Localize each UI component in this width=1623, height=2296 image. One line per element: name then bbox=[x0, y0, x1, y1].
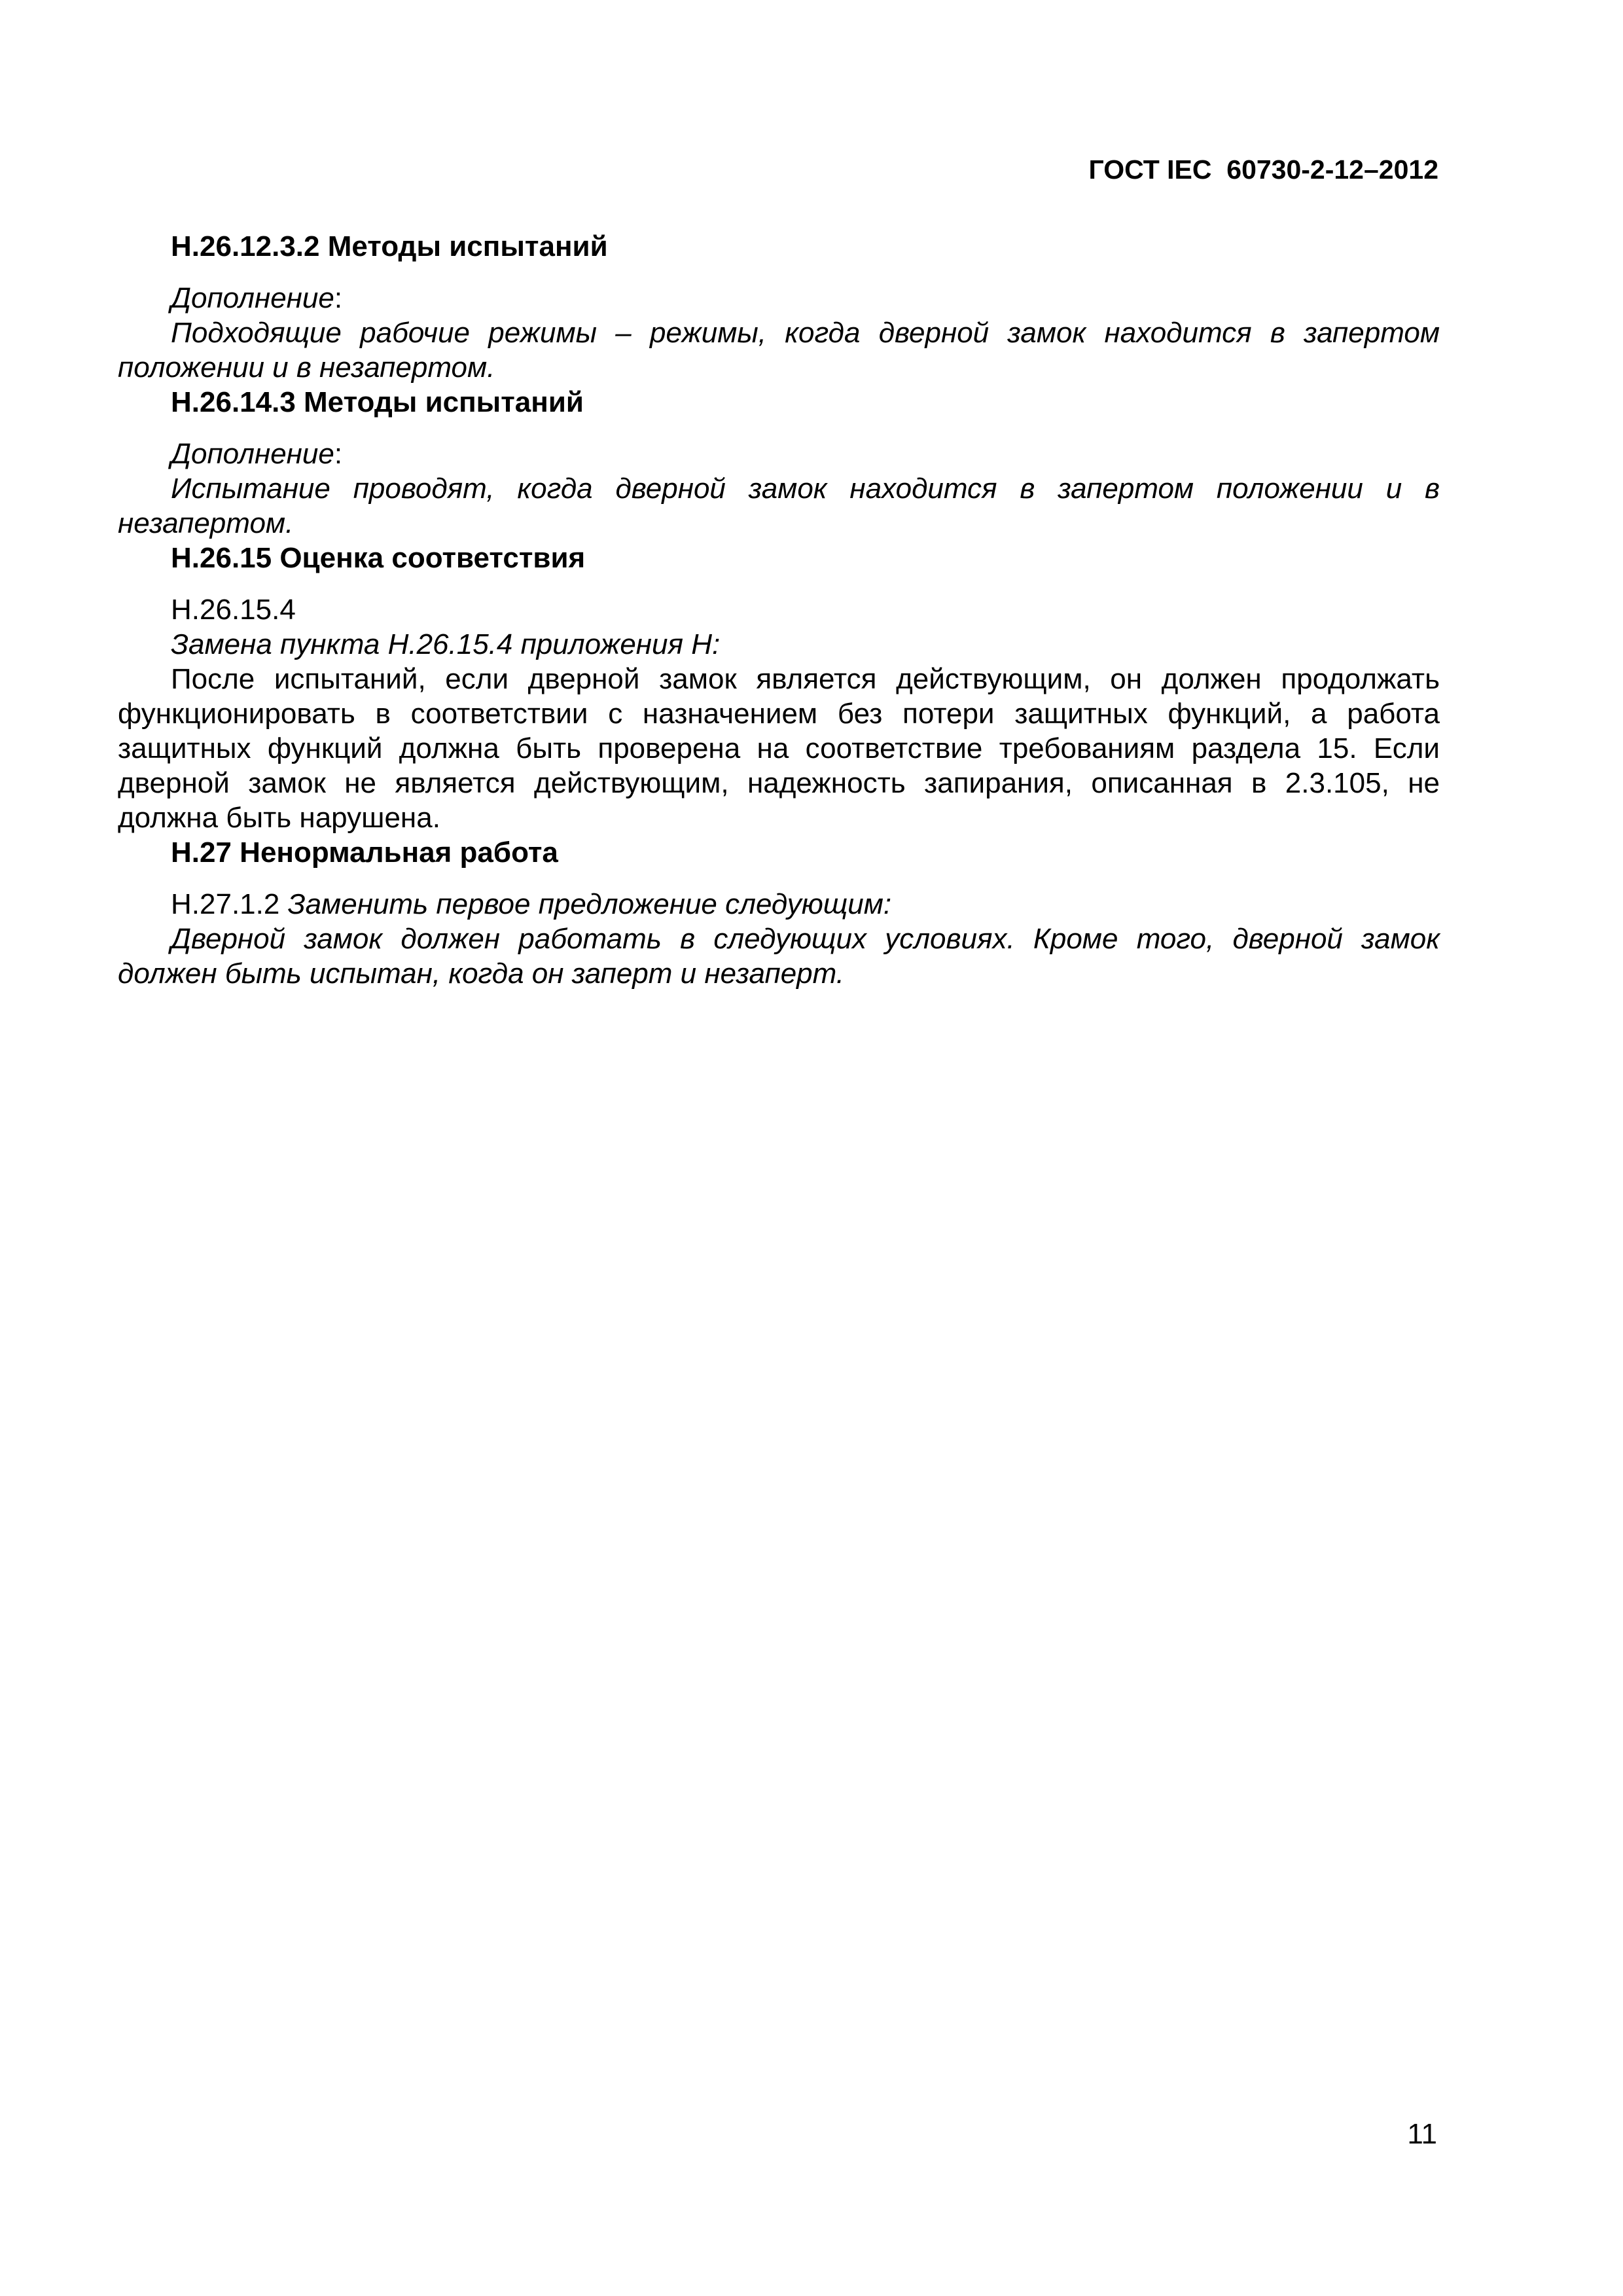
addition-label-text: Дополнение bbox=[171, 282, 334, 314]
section-heading: H.27 Ненормальная работа bbox=[171, 836, 558, 869]
document-standard-id: ГОСТ IEC 60730-2-12–2012 bbox=[1088, 154, 1438, 185]
clause-number: H.26.15.4 bbox=[171, 594, 296, 626]
section-heading: H.26.15 Оценка соответствия bbox=[171, 542, 586, 574]
document-body bbox=[118, 229, 1440, 991]
addition-label bbox=[118, 437, 1440, 471]
addition-label-text: Дополнение bbox=[171, 438, 334, 470]
instruction-text: Заменить первое предложение следующим: bbox=[287, 888, 892, 920]
section-heading: H.26.14.3 Методы испытаний bbox=[171, 386, 584, 418]
addition-colon: : bbox=[334, 282, 343, 314]
section-body: После испытаний, если дверной замок является действующим, он должен продолжать функционировать в соответствии с назначением без потери защитных функций, а работа защитных функций должна быть проверена на соответствие требованиям раздела 15. Если дверной замок не является действующим, надежность запирания, описанная в 2.3.105, не должна быть нарушена. bbox=[118, 663, 1440, 834]
addition-label bbox=[118, 281, 1440, 315]
addition-colon: : bbox=[334, 438, 343, 470]
section-body: Дверной замок должен работать в следующих условиях. Кроме того, дверной замок должен быть испытан, когда он заперт и незаперт. bbox=[118, 923, 1440, 990]
section-body: Подходящие рабочие режимы – режимы, когда дверной замок находится в запертом положении и в незапертом. bbox=[118, 317, 1440, 384]
page-number: 11 bbox=[1407, 2118, 1437, 2150]
clause-instruction bbox=[118, 887, 1440, 922]
section-heading: H.26.12.3.2 Методы испытаний bbox=[171, 230, 608, 262]
section-body: Испытание проводят, когда дверной замок находится в запертом положении и в незапертом. bbox=[118, 473, 1440, 539]
replacement-note: Замена пункта H.26.15.4 приложения H: bbox=[171, 628, 721, 660]
clause-number: H.27.1.2 bbox=[171, 888, 280, 920]
